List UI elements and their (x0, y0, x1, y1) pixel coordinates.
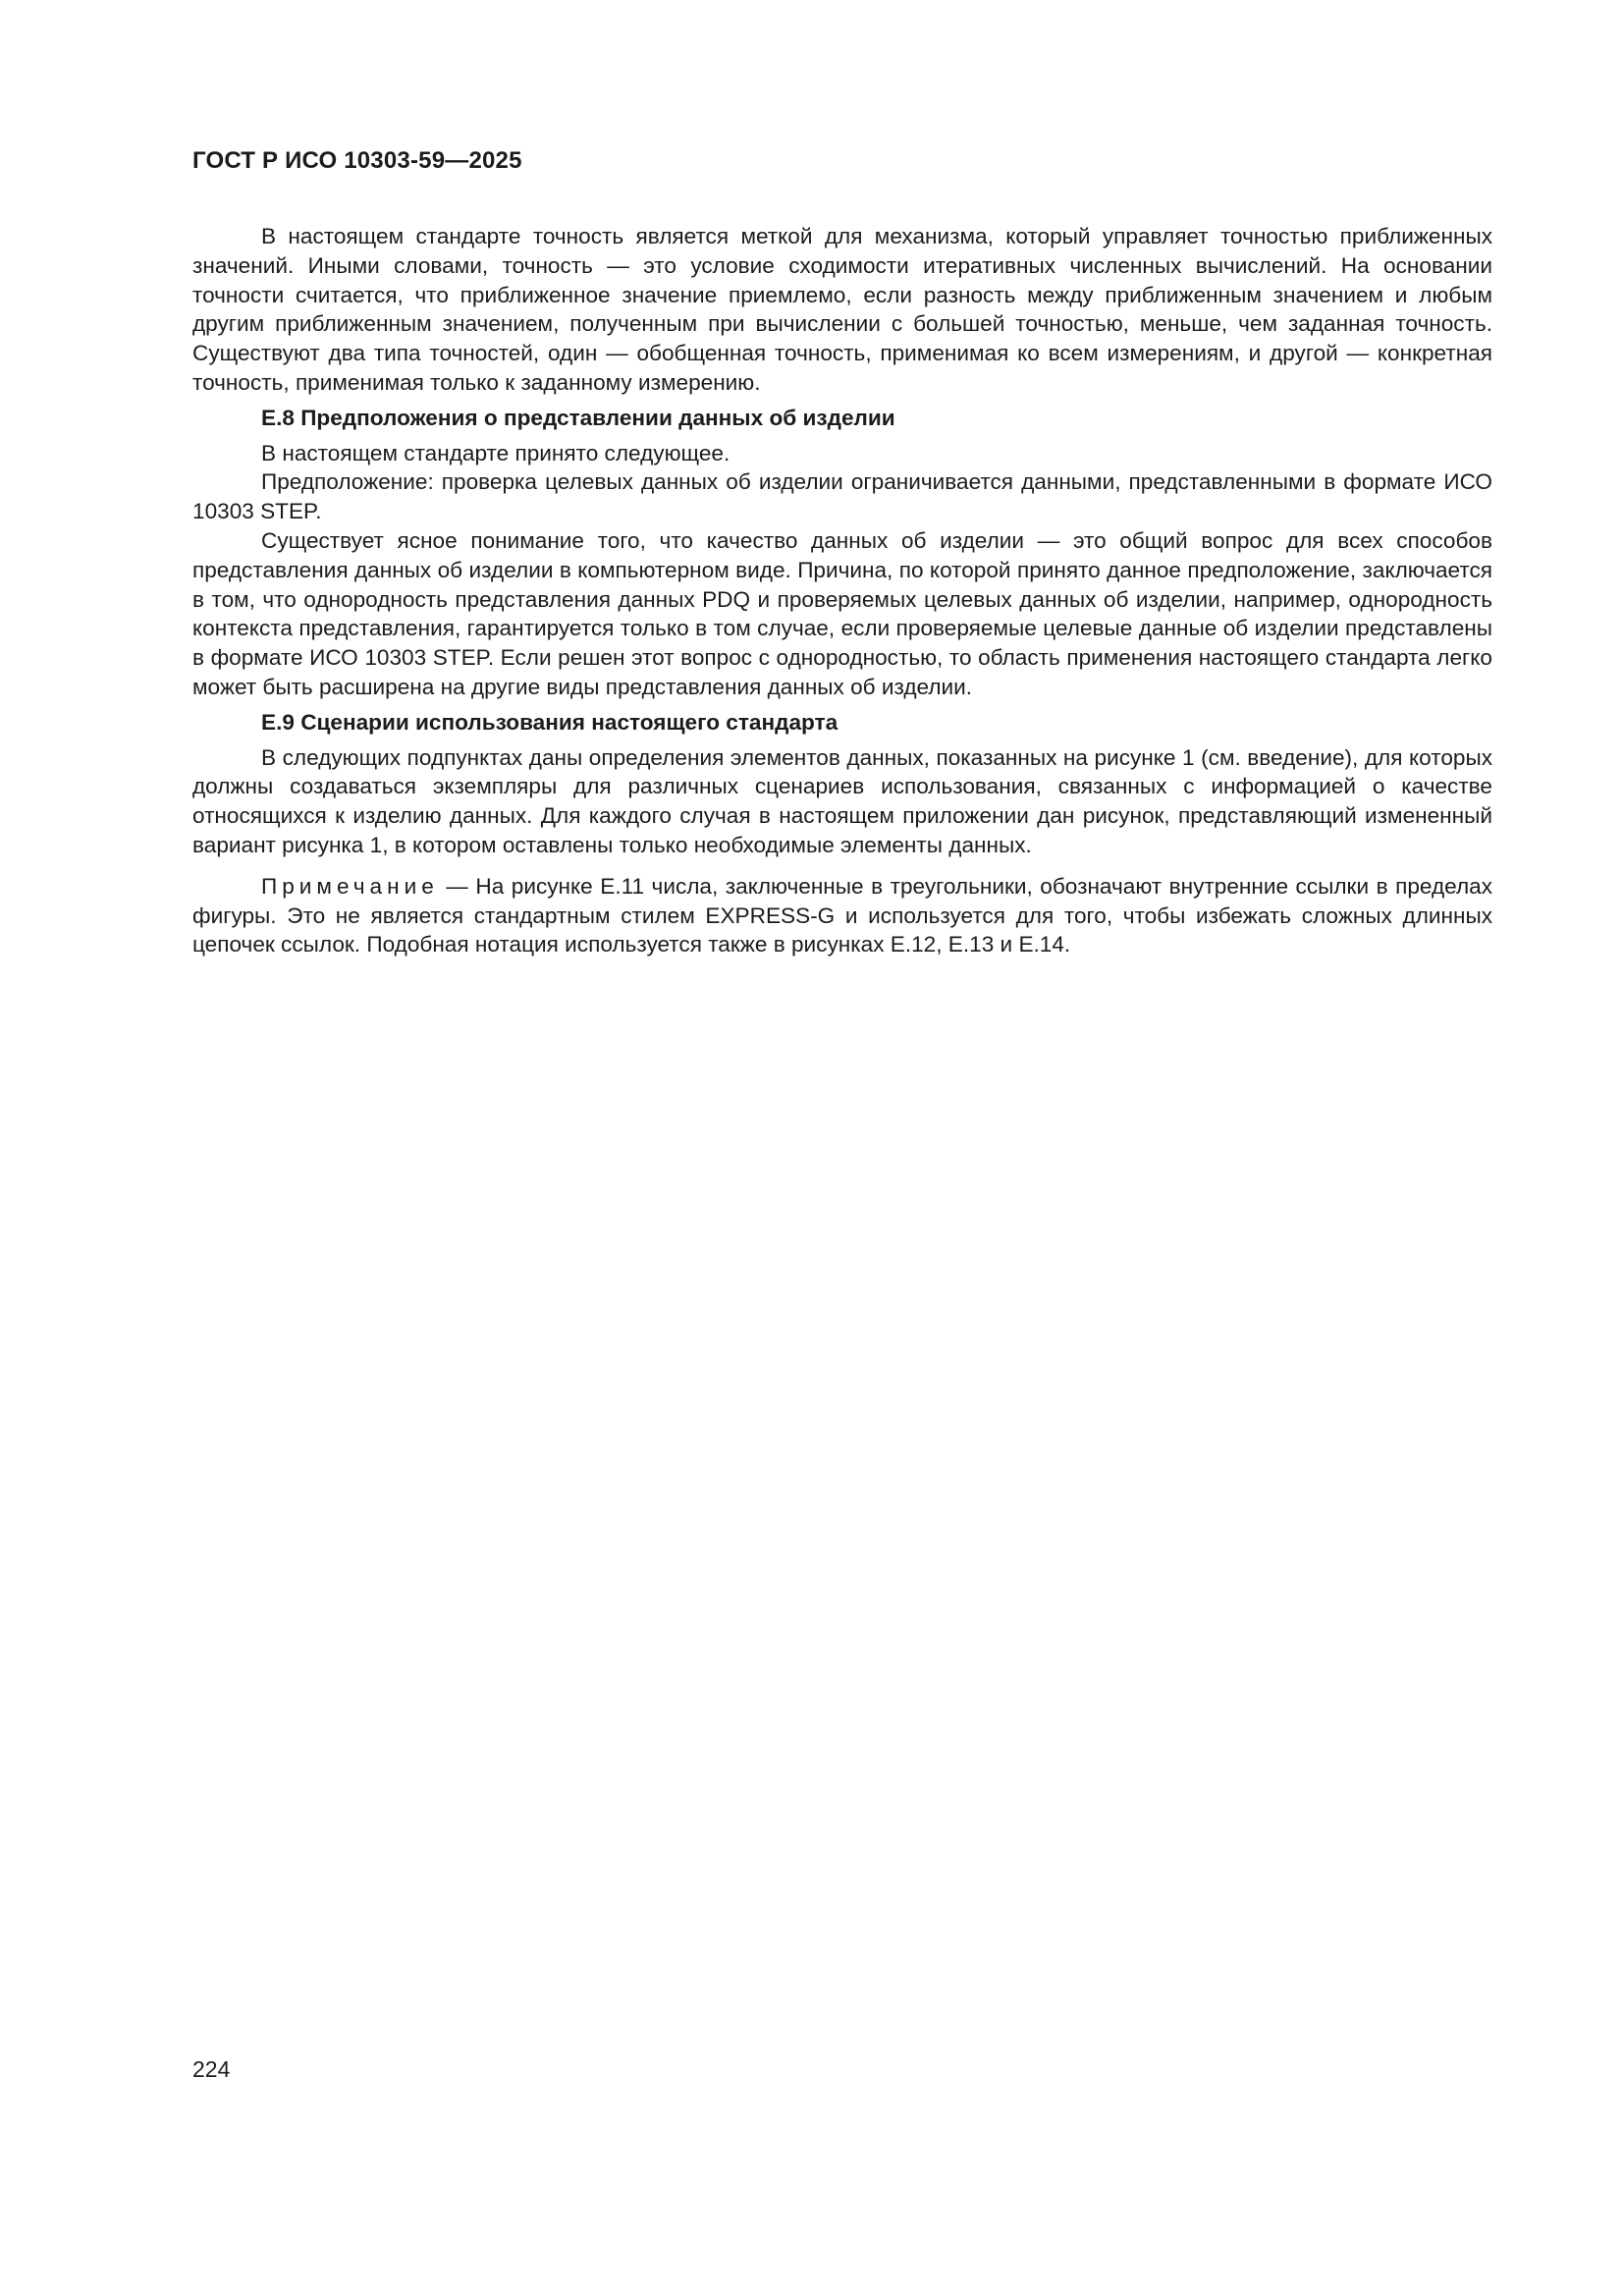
note-paragraph (192, 872, 1492, 959)
note-label: Примечание (261, 873, 439, 899)
section-heading-e9: Е.9 Сценарии использования настоящего стандарта (261, 709, 839, 735)
paragraph-e8-explanation: Существует ясное понимание того, что качество данных об изделии — это общий вопрос для всех способов представления данных об изделии в компьютерном виде. Причина, по которой принято данное предположение, заключается в том, что однородность представления данных PDQ и проверяемых целевых данных об изделии, например, однородность контекста представления, гарантируется только в том случае, если проверяемые целевые данные об изделии представлены в формате ИСО 10303 STEP. Если решен этот вопрос с однородностью, то область применения настоящего стандарта легко может быть расширена на другие виды представления данных об изделии. (192, 527, 1492, 699)
page-number: 224 (192, 2056, 231, 2082)
paragraph-e8-intro: В настоящем стандарте принято следующее. (261, 440, 730, 465)
section-heading-e8: Е.8 Предположения о представлении данных об изделии (261, 405, 895, 430)
paragraph-e8-assumption: Предположение: проверка целевых данных об изделии ограничивается данными, представленными в формате ИСО 10303 STEP. (192, 469, 1492, 524)
paragraph-e9-scenarios: В следующих подпунктах даны определения элементов данных, показанных на рисунке 1 (см. введение), для которых должны создаваться экземпляры для различных сценариев использования, связанных с информацией о качестве относящихся к изделию данных. Для каждого случая в настоящем приложении дан рисунок, представляющий измененный вариант рисунка 1, в котором оставлены только необходимые элементы данных. (192, 744, 1492, 857)
page-header: ГОСТ Р ИСО 10303-59—2025 (192, 147, 522, 174)
note-text: — На рисунке Е.11 числа, заключенные в треугольники, обозначают внутренние ссылки в пределах фигуры. Это не является стандартным стилем EXPRESS-G и используется для того, чтобы избежать сложных длинных цепочек ссылок. Подобная нотация используется также в рисунках Е.12, Е.13 и Е.14. (192, 873, 1492, 957)
page-body (192, 222, 1492, 959)
paragraph-precision: В настоящем стандарте точность является меткой для механизма, который управляет точностью приближенных значений. Иными словами, точность — это условие сходимости итеративных численных вычислений. На основании точности считается, что приближенное значение приемлемо, если разность между приближенным значением и любым другим приближенным значением, полученным при вычислении с большей точностью, меньше, чем заданная точность. Существуют два типа точностей, один — обобщенная точность, применимая ко всем измерениям, и другой — конкретная точность, применимая только к заданному измерению. (192, 224, 1492, 395)
